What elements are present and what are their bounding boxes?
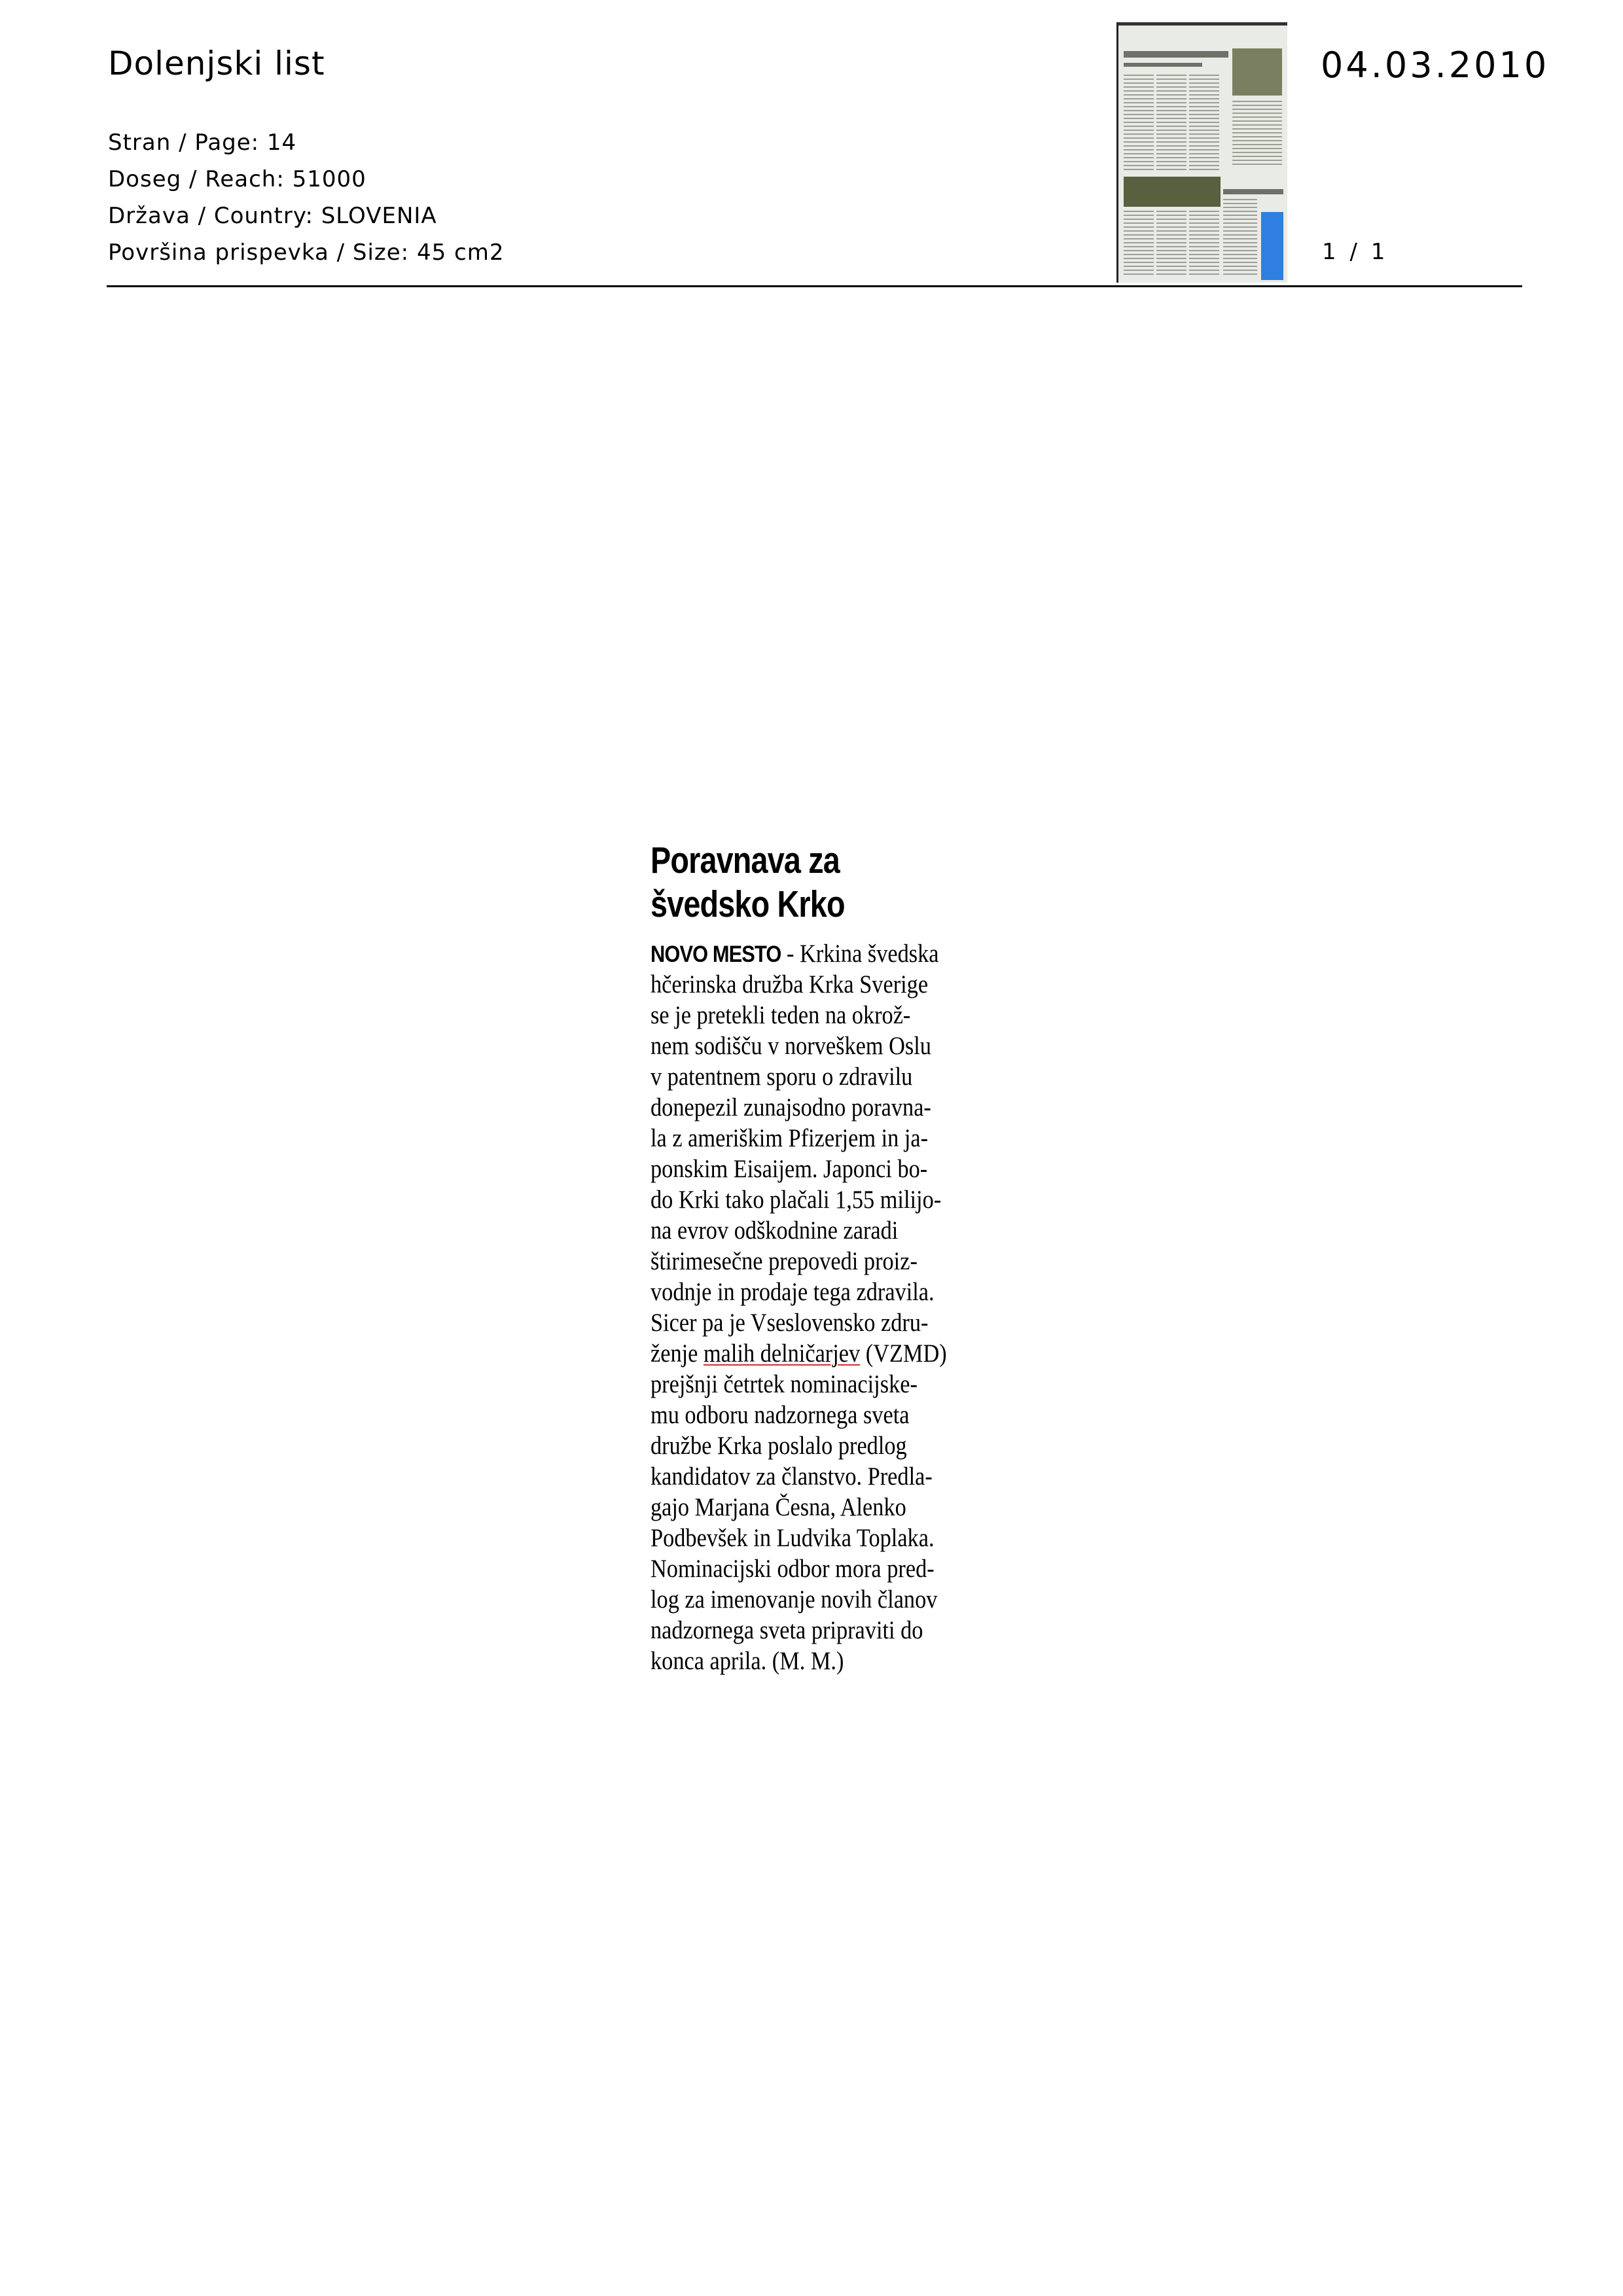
body-line: la z ameriškim Pfizerjem in ja- [651,1124,929,1152]
body-line: konca aprila. (M. M.) [651,1647,844,1675]
body-line: družbe Krka poslalo predlog [651,1432,907,1460]
body-line: ponskim Eisaijem. Japonci bo- [651,1155,928,1183]
body-line: donepezil zunajsodno poravna- [651,1093,931,1122]
page-number: Stran / Page: 14 [108,130,297,156]
body-line: gajo Marjana Česna, Alenko [651,1493,906,1521]
body-line: vodnje in prodaje tega zdravila. [651,1278,935,1306]
dateline: NOVO MESTO [651,942,781,967]
body-line: Nominacijski odbor mora pred- [651,1555,935,1583]
article-title [651,839,983,927]
body-line: se je pretekli teden na okrož- [651,1001,911,1029]
body-line: NOVO MESTO - Krkina švedska [651,940,939,968]
title-line: Poravnava za [651,839,840,881]
body-line: prejšnji četrtek nominacijske- [651,1370,918,1398]
body-line: ženje malih delničarjev (VZMD) [651,1339,947,1368]
page-thumbnail [1116,22,1287,283]
body-line: štirimesečne prepovedi proiz- [651,1247,918,1275]
body-line: v patentnem sporu o zdravilu [651,1063,913,1091]
body-line: log za imenovanje novih članov [651,1585,938,1614]
reach: Doseg / Reach: 51000 [108,166,366,192]
body-line: do Krki tako plačali 1,55 milijo- [651,1186,942,1214]
body-line: nem sodišču v norveškem Oslu [651,1032,931,1060]
clipping-date: 04.03.2010 [1321,44,1550,86]
publication-name: Dolenjski list [108,44,325,82]
body-line: hčerinska družba Krka Sverige [651,970,929,998]
body-line: mu odboru nadzornega sveta [651,1401,910,1429]
body-line: na evrov odškodnine zaradi [651,1216,899,1245]
body-line: Sicer pa je Vseslovensko zdru- [651,1309,929,1337]
body-line: kandidatov za članstvo. Predla- [651,1462,933,1491]
article [651,839,987,1676]
underlined-phrase: malih delničarjev [703,1339,861,1368]
header-divider [107,285,1522,287]
page-count: 1 / 1 [1322,239,1389,265]
clipping-metadata [108,124,504,271]
country: Država / Country: SLOVENIA [108,203,437,229]
article-size: Površina prispevka / Size: 45 cm2 [108,239,505,266]
body-line: nadzornega sveta pripraviti do [651,1616,923,1644]
article-body [651,938,987,1676]
title-line: švedsko Krko [651,883,845,925]
body-line: Podbevšek in Ludvika Toplaka. [651,1524,935,1552]
